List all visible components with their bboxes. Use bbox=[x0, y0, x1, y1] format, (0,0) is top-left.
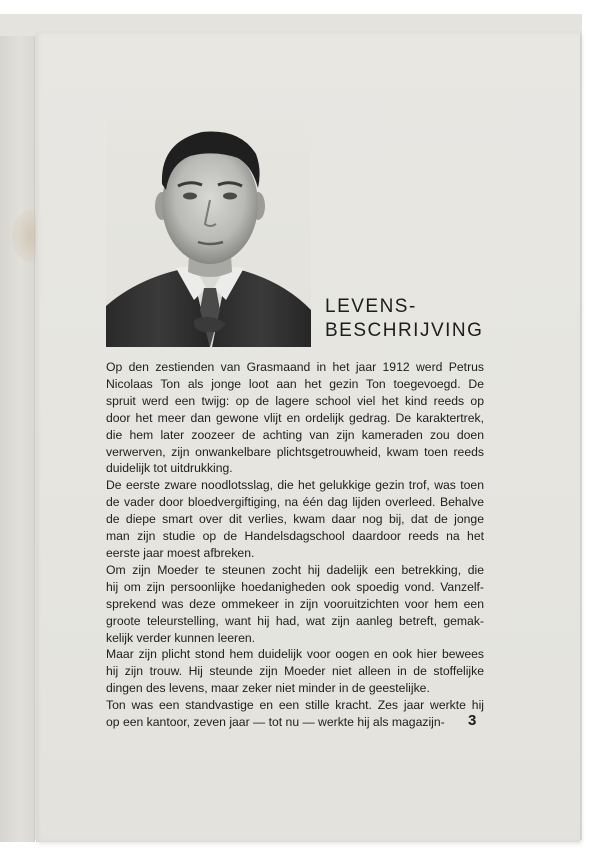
text-line: man zijn studie op de Handelsdagschool daardoor reeds na het bbox=[106, 529, 484, 544]
text-line: Op den zestienden van Grasmaand in het jaar 1912 werd Petrus bbox=[106, 360, 484, 374]
heading-line-2: BESCHRIJVING bbox=[325, 320, 484, 341]
text-line: de vader door bloedvergiftiging, na één dag lijden overleed. Behalve bbox=[106, 495, 484, 510]
text-line: sprekend was deze ommekeer in zijn vooruitzichten voor hem een bbox=[106, 596, 484, 611]
text-line: eerste jaar moest afbreken. bbox=[106, 545, 255, 560]
section-heading bbox=[325, 295, 525, 343]
text-line: dingen des levens, maar zeker niet minder in de geestelijke. bbox=[106, 681, 430, 696]
page-number: 3 bbox=[468, 712, 477, 729]
text-line: door het meer dan gewone vlijt en ordelijk gedrag. De karaktertrek, bbox=[106, 410, 484, 425]
text-line: kelijk verder kunnen leeren. bbox=[106, 630, 256, 645]
text-line: Nicolaas Ton als jonge loot aan het gezin Ton toegevoegd. De bbox=[106, 376, 484, 391]
biography-text bbox=[106, 359, 484, 731]
previous-page-edge bbox=[0, 36, 35, 842]
text-line: verwerven, zijn onwankelbare plichtsgetrouwheid, kwam toen reeds bbox=[106, 444, 484, 459]
text-line: De eerste zware noodlotsslag, die het gelukkige gezin trof, was toen bbox=[106, 478, 484, 493]
text-line: de diepe smart over dit verlies, kwam daar nog bij, dat de jonge bbox=[106, 512, 484, 527]
text-line: die hem later zoozeer de achting van zijn kameraden zou doen bbox=[106, 427, 484, 442]
heading-line-1: LEVENS- bbox=[325, 296, 417, 317]
text-line: Om zijn Moeder te steunen zocht hij dadelijk een betrekking, die bbox=[106, 562, 484, 577]
text-line: duidelijk tot uitdrukking. bbox=[106, 461, 233, 476]
portrait-photo bbox=[106, 120, 311, 347]
text-line: op een kantoor, zeven jaar — tot nu — werkte hij als magazijn- bbox=[106, 715, 445, 730]
text-line: Maar zijn plicht stond hem duidelijk voor oogen en ook hier bewees bbox=[106, 647, 484, 662]
text-line: spruit werd een twijg: op de lagere school viel het kind reeds op bbox=[106, 393, 484, 408]
text-line: groote teleurstelling, want hij had, wat zijn aanleg betreft, gemak- bbox=[106, 613, 484, 628]
text-line: Ton was een standvastige en een stille kracht. Zes jaar werkte hij bbox=[106, 698, 484, 713]
text-line: hij zijn trouw. Hij steunde zijn Moeder niet alleen in de stoffelijke bbox=[106, 664, 484, 679]
text-line: hij om zijn persoonlijke hoedanigheden ook spoedig vond. Vanzelf- bbox=[106, 579, 484, 594]
